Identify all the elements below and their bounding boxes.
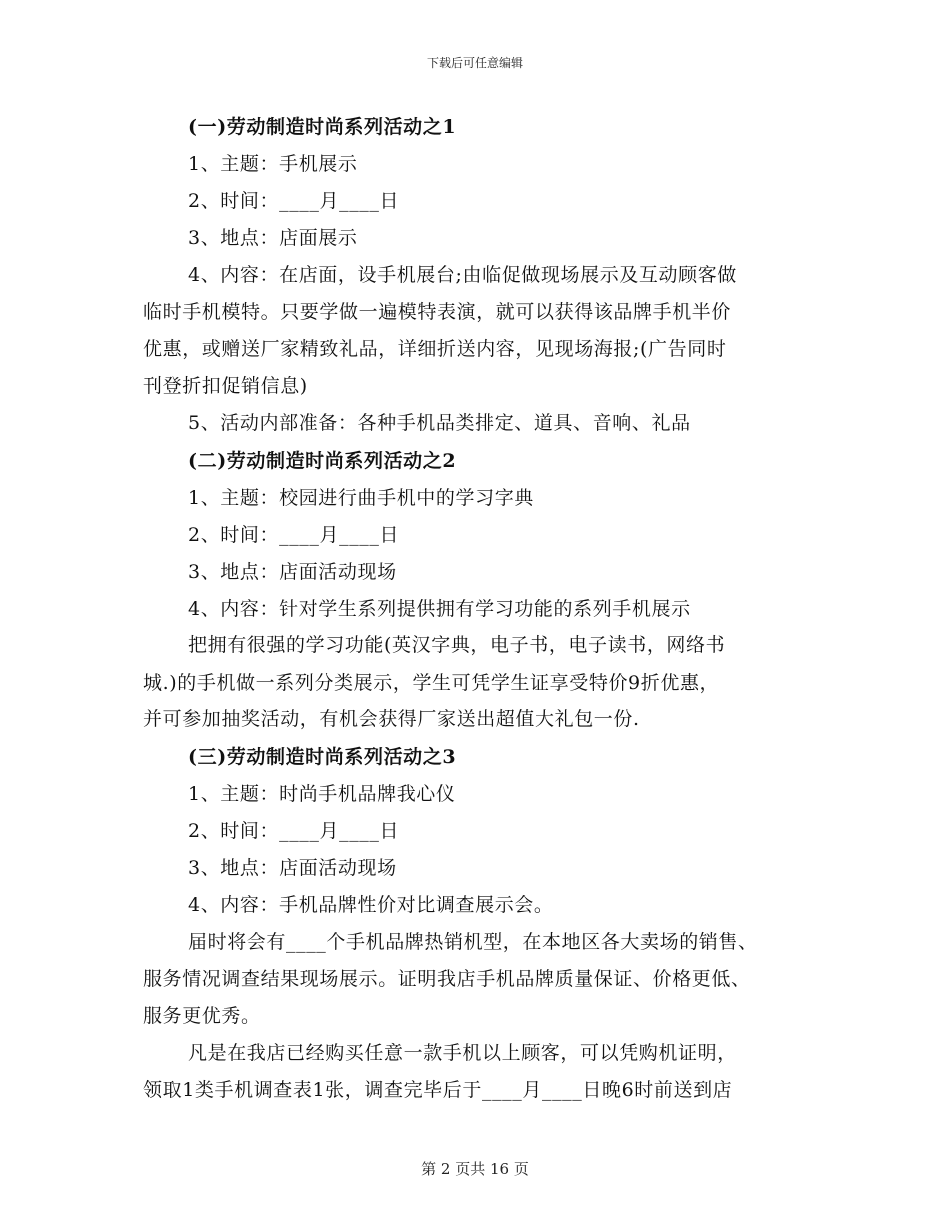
page-header: 下载后可任意编辑 (426, 56, 523, 70)
paragraph-line: 2、时间：____月____日 (188, 524, 400, 546)
paragraph-line: 2、时间：____月____日 (188, 190, 400, 212)
paragraph-line: 1、主题：时尚手机品牌我心仪 (188, 783, 456, 805)
section-heading-1: (一)劳动制造时尚系列活动之1 (188, 116, 457, 138)
paragraph-line: 城.)的手机做一系列分类展示，学生可凭学生证享受特价9折优惠， (143, 672, 720, 694)
paragraph-line: 届时将会有____个手机品牌热销机型，在本地区各大卖场的销售、 (188, 931, 758, 953)
paragraph-line: 5、活动内部准备：各种手机品类排定、道具、音响、礼品 (188, 412, 691, 434)
paragraph-line: 3、地点：店面活动现场 (188, 857, 397, 879)
paragraph-line: 并可参加抽奖活动，有机会获得厂家送出超值大礼包一份. (143, 708, 640, 730)
section-heading-3: (三)劳动制造时尚系列活动之3 (188, 746, 457, 768)
paragraph-line: 3、地点：店面活动现场 (188, 561, 397, 583)
paragraph-line: 凡是在我店已经购买任意一款手机以上顾客，可以凭购机证明， (188, 1042, 737, 1064)
paragraph-line: 4、内容：手机品牌性价对比调查展示会。 (188, 894, 554, 916)
paragraph-line: 1、主题：手机展示 (188, 153, 358, 175)
paragraph-line: 临时手机模特。只要学做一遍模特表演，就可以获得该品牌手机半价 (143, 301, 732, 323)
paragraph-line: 刊登折扣促销信息) (143, 375, 308, 397)
paragraph-line: 3、地点：店面展示 (188, 227, 358, 249)
paragraph-line: 服务情况调查结果现场展示。证明我店手机品牌质量保证、价格更低、 (143, 968, 751, 990)
page-footer: 第 2 页共 16 页 (421, 1160, 529, 1178)
paragraph-line: 领取1类手机调查表1张，调查完毕后于____月____日晚6时前送到店 (143, 1079, 733, 1101)
paragraph-line: 4、内容：针对学生系列提供拥有学习功能的系列手机展示 (188, 598, 691, 620)
paragraph-line: 4、内容：在店面，设手机展台;由临促做现场展示及互动顾客做 (188, 264, 737, 286)
paragraph-line: 1、主题：校园进行曲手机中的学习字典 (188, 487, 534, 509)
paragraph-line: 服务更优秀。 (143, 1005, 261, 1027)
paragraph-line: 优惠，或赠送厂家精致礼品，详细折送内容，见现场海报;(广告同时 (143, 338, 727, 360)
paragraph-line: 2、时间：____月____日 (188, 820, 400, 842)
paragraph-line: 把拥有很强的学习功能(英汉字典，电子书，电子读书，网络书 (188, 634, 726, 656)
section-heading-2: (二)劳动制造时尚系列活动之2 (188, 450, 457, 472)
